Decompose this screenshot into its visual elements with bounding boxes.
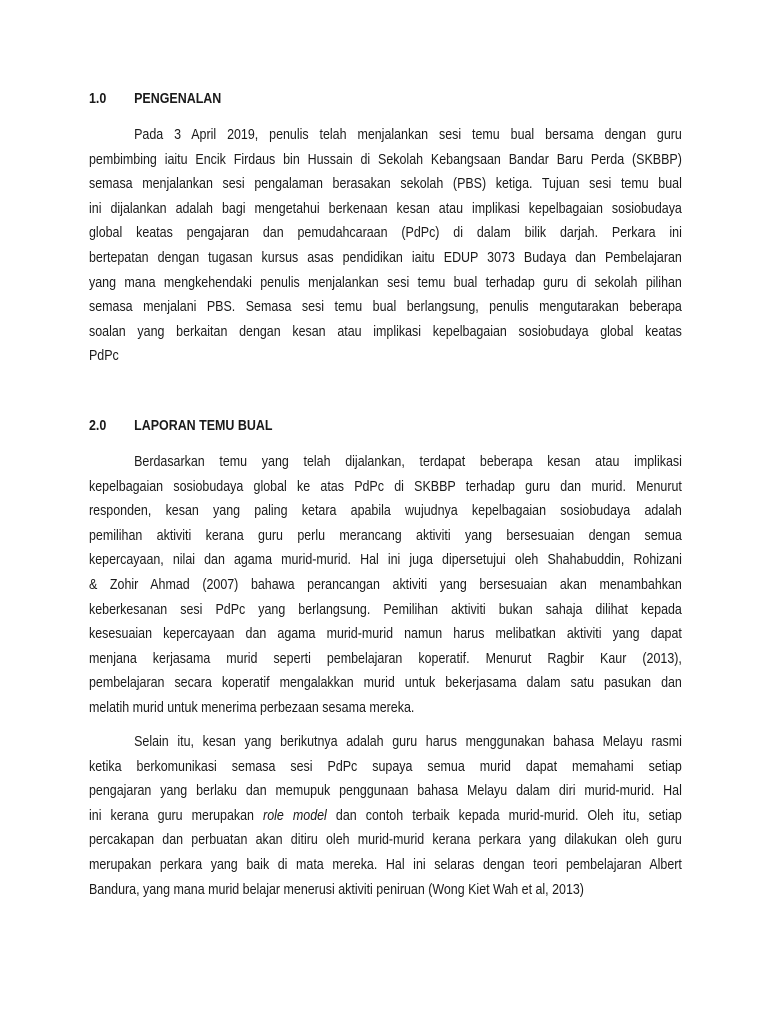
text-line: percakapan dan perbuatan akan ditiru oleh murid-murid kerana perkara yang dilakukan oleh guru: [89, 831, 682, 849]
text-line: pengajaran yang berlaku dan memupuk penggunaan bahasa Melayu dalam diri murid-murid. Hal: [89, 782, 682, 800]
text-line: semasa menjalankan sesi pengalaman berasakan sekolah (PBS) ketiga. Tujuan sesi temu bual: [89, 175, 682, 193]
text-line: pembelajaran secara koperatif mengalakkan murid untuk bekerjasama dalam satu pasukan dan: [89, 674, 682, 692]
paragraph-report-2: [89, 730, 682, 902]
text-line: bertepatan dengan tugasan kursus asas pendidikan iaitu EDUP 3073 Budaya dan Pembelajaran: [89, 248, 682, 266]
section-heading-2: [89, 414, 682, 439]
text-line: global keatas pengajaran dan pemudahcaraan (PdPc) di dalam bilik darjah. Perkara ini: [89, 224, 682, 242]
text-line: kepelbagaian sosiobudaya global ke atas PdPc di SKBBP terhadap guru dan murid. Menurut: [89, 477, 682, 495]
text-line: kepercayaan, nilai dan agama murid-murid. Hal ini juga dipersetujui oleh Shahabuddin, Rohizani: [89, 551, 682, 569]
text-line: ini dijalankan adalah bagi mengetahui berkenaan kesan atau implikasi kepelbagaian sosiobudaya: [89, 199, 682, 217]
text-line: kesesuaian kepercayaan dan agama murid-murid namun harus melibatkan aktiviti yang dapat: [89, 625, 682, 643]
italic-term: role model: [263, 806, 327, 824]
text-line: Selain itu, kesan yang berikutnya adalah guru harus menggunakan bahasa Melayu rasmi: [134, 733, 682, 750]
section-number: 2.0: [89, 417, 107, 434]
section-heading-1: [89, 87, 682, 112]
section-title: PENGENALAN: [134, 90, 222, 107]
section-number: 1.0: [89, 90, 107, 107]
text-line: merupakan perkara yang baik di mata mereka. Hal ini selaras dengan teori pembelajaran Albert: [89, 855, 682, 873]
text-line: soalan yang berkaitan dengan kesan atau implikasi kepelbagaian sosiobudaya global keatas: [89, 322, 682, 340]
text-line: melatih murid untuk menerima perbezaan sesama mereka.: [89, 698, 415, 716]
text-line: keberkesanan sesi PdPc yang berlangsung. Pemilihan aktiviti bukan sahaja dilihat kepada: [89, 600, 682, 618]
paragraph-report-1: [89, 450, 682, 721]
text-line: ketika berkomunikasi semasa sesi PdPc supaya semua murid dapat memahami setiap: [89, 757, 682, 775]
section-title: LAPORAN TEMU BUAL: [134, 417, 273, 434]
text-line: [89, 804, 682, 829]
text-line: menjana kerjasama murid seperti pembelajaran koperatif. Menurut Ragbir Kaur (2013),: [89, 649, 682, 667]
text-line: Bandura, yang mana murid belajar menerusi aktiviti peniruan (Wong Kiet Wah et al, 2013): [89, 880, 584, 898]
text-line: pembimbing iaitu Encik Firdaus bin Hussain di Sekolah Kebangsaan Bandar Baru Perda (SKBBP): [89, 150, 682, 168]
text-line: Berdasarkan temu yang telah dijalankan, terdapat beberapa kesan atau implikasi: [134, 453, 682, 470]
text-line: yang mana mengkehendaki penulis menjalankan sesi temu bual terhadap guru di sekolah pilihan: [89, 273, 682, 291]
text-line: semasa menjalani PBS. Semasa sesi temu bual berlangsung, penulis mengutarakan beberapa: [89, 298, 682, 316]
text-line: pemilihan aktiviti kerana guru perlu merancang aktiviti yang bersesuaian dengan semua: [89, 526, 682, 544]
paragraph-intro: [89, 123, 682, 369]
text-segment: ini kerana guru merupakan: [89, 806, 264, 824]
text-line: & Zohir Ahmad (2007) bahawa perancangan aktiviti yang bersesuaian akan menambahkan: [89, 575, 682, 593]
text-line: Pada 3 April 2019, penulis telah menjalankan sesi temu bual bersama dengan guru: [134, 126, 682, 143]
text-segment: dan contoh terbaik kepada murid-murid. Oleh itu, setiap: [326, 806, 682, 824]
text-line: PdPc: [89, 347, 119, 365]
text-line: responden, kesan yang paling ketara apabila wujudnya kepelbagaian sosiobudaya adalah: [89, 502, 682, 520]
